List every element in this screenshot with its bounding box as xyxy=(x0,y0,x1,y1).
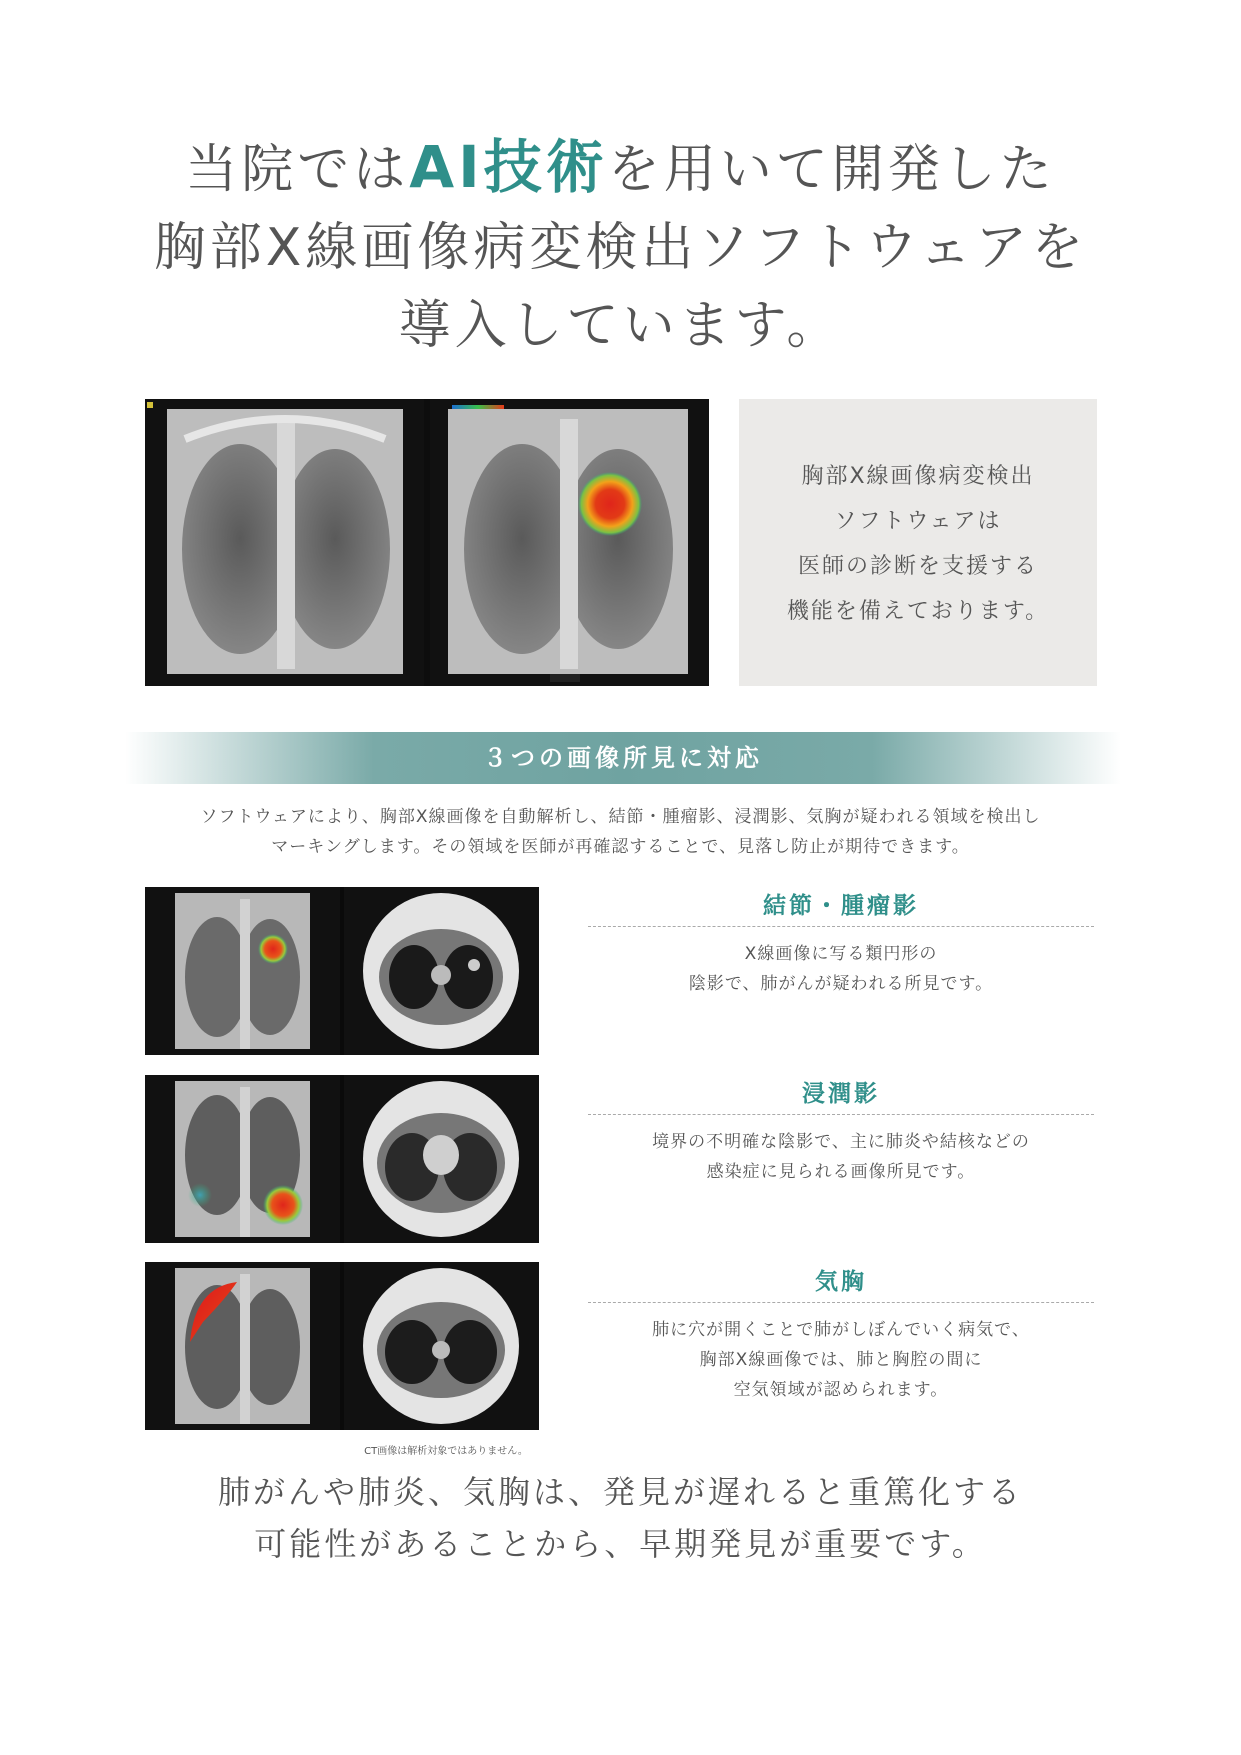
finding-desc-line: 空気領域が認められます。 xyxy=(733,1380,949,1400)
intro-line: ソフトウェアは xyxy=(834,509,1002,534)
finding-desc-line: 境界の不明確な陰影で、主に肺炎や結核などの xyxy=(652,1132,1030,1152)
xray-with-heatmap xyxy=(430,399,709,686)
xray-pneumothorax xyxy=(145,1262,340,1430)
headline-accent: AI技術 xyxy=(409,133,608,201)
finding-desc-line: 陰影で、肺がんが疑われる所見です。 xyxy=(688,974,994,994)
ct-note: CT画像は解析対象ではありません。 xyxy=(364,1446,528,1457)
finding-desc-line: 胸部X線画像では、肺と胸腔の間に xyxy=(699,1350,983,1370)
finding-text-nodule xyxy=(588,886,1094,999)
top-xray-pair xyxy=(145,399,709,686)
intro-box xyxy=(739,399,1097,686)
headline-line-3: 導入しています。 xyxy=(398,296,843,356)
finding-image-pneumothorax xyxy=(145,1262,539,1430)
section-description xyxy=(0,802,1241,862)
finding-description xyxy=(588,1315,1094,1405)
ct-nodule xyxy=(344,887,539,1055)
closing-line-2: 可能性があることから、早期発見が重要です。 xyxy=(254,1525,987,1563)
intro-line: 胸部X線画像病変検出 xyxy=(801,464,1035,489)
section-title-band: ３つの画像所見に対応 xyxy=(125,732,1121,784)
headline xyxy=(0,128,1241,365)
finding-title: 結節・腫瘤影 xyxy=(588,886,1094,927)
closing-statement xyxy=(0,1466,1241,1570)
section-desc-line: マーキングします。その領域を医師が再確認することで、見落し防止が期待できます。 xyxy=(271,837,970,857)
finding-desc-line: 肺に穴が開くことで肺がしぼんでいく病気で、 xyxy=(652,1320,1030,1340)
xray-infiltration xyxy=(145,1075,340,1243)
xray-nodule xyxy=(145,887,340,1055)
finding-title: 気胸 xyxy=(588,1262,1094,1303)
finding-text-pneumothorax xyxy=(588,1262,1094,1405)
intro-line: 医師の診断を支援する xyxy=(797,554,1038,579)
headline-post: を用いて開発した xyxy=(607,140,1056,200)
ct-infiltration xyxy=(344,1075,539,1243)
finding-desc-line: X線画像に写る類円形の xyxy=(744,944,938,964)
finding-description xyxy=(588,1127,1094,1187)
finding-title: 浸潤影 xyxy=(588,1074,1094,1115)
finding-text-infiltration xyxy=(588,1074,1094,1187)
finding-image-infiltration xyxy=(145,1075,539,1243)
headline-line-2: 胸部X線画像病変検出ソフトウェアを xyxy=(153,218,1088,278)
xray-original xyxy=(145,399,424,686)
closing-line-1: 肺がんや肺炎、気胸は、発見が遅れると重篤化する xyxy=(217,1473,1023,1511)
headline-line-1 xyxy=(0,128,1241,209)
ct-pneumothorax xyxy=(344,1262,539,1430)
finding-desc-line: 感染症に見られる画像所見です。 xyxy=(706,1162,976,1182)
intro-line: 機能を備えております。 xyxy=(786,599,1050,624)
section-desc-line: ソフトウェアにより、胸部X線画像を自動解析し、結節・腫瘤影、浸潤影、気胸が疑われる領域を検出し xyxy=(200,807,1041,827)
finding-image-nodule xyxy=(145,887,539,1055)
finding-description xyxy=(588,939,1094,999)
headline-pre: 当院では xyxy=(185,140,410,200)
